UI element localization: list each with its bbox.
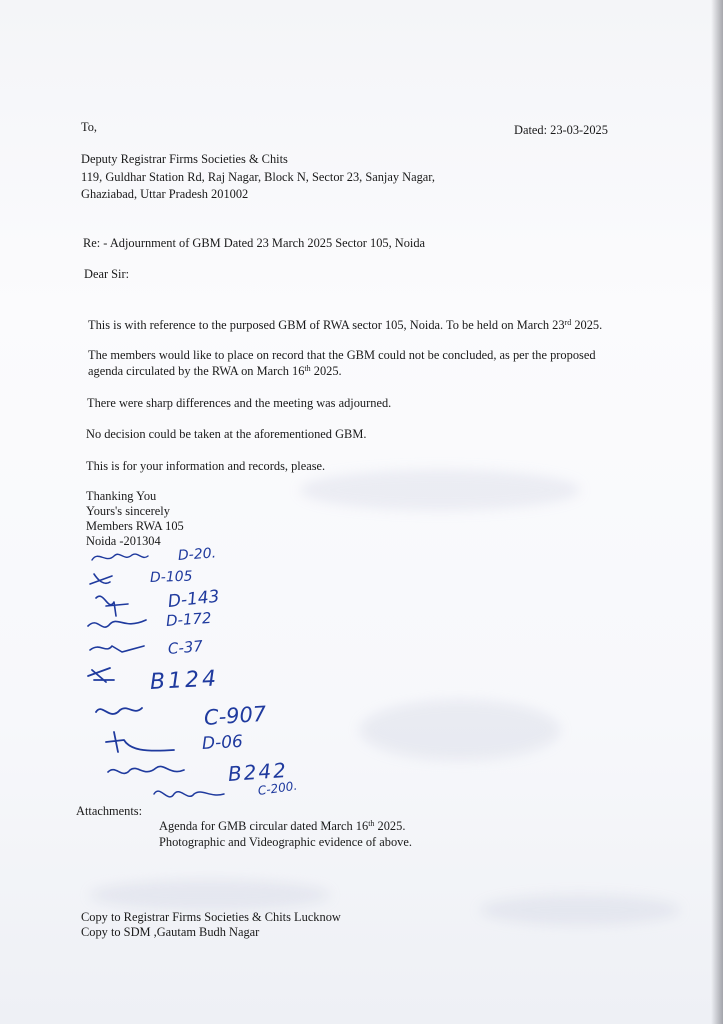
scan-smudge: [300, 470, 580, 510]
body-p1-tail: 2025.: [571, 318, 603, 332]
recipient-line-3: Ghaziabad, Uttar Pradesh 201002: [81, 187, 249, 201]
signature-flat-5: C-37: [167, 636, 204, 658]
attachment-item-1: [159, 819, 405, 834]
closing-line-1: Thanking You: [86, 489, 157, 503]
closing-line-3: Members RWA 105: [86, 519, 184, 533]
attachment-1-text: Agenda for GMB circular dated March 16: [159, 819, 369, 833]
signature-flat-1: D-20.: [177, 545, 217, 564]
body-paragraph-3: There were sharp differences and the meeting was adjourned.: [87, 396, 392, 410]
body-paragraph-2-line-1: The members would like to place on record that the GBM could not be concluded, as per the proposed: [88, 348, 596, 362]
body-p1-sup: rd: [564, 318, 572, 327]
signature-flat-2: D-105: [149, 568, 193, 586]
body-p2-tail: 2025.: [310, 364, 342, 378]
closing-line-2: Yours's sincerely: [86, 504, 170, 518]
attachment-1-tail: 2025.: [374, 819, 406, 833]
body-paragraph-4: No decision could be taken at the aforementioned GBM.: [86, 427, 367, 441]
scan-smudge: [480, 895, 680, 925]
recipient-line-1: Deputy Registrar Firms Societies & Chits: [81, 152, 288, 166]
scan-smudge: [90, 880, 330, 910]
body-paragraph-1: [88, 318, 602, 333]
signature-flat-7: C-907: [203, 701, 268, 730]
attachments-label: Attachments:: [76, 804, 143, 818]
letter-date: Dated: 23-03-2025: [514, 123, 608, 137]
to-label: To,: [81, 120, 97, 134]
attachment-1-sup: th: [368, 819, 375, 828]
signature-flat-6: B124: [149, 666, 220, 695]
signature-flat-3: D-143: [166, 586, 221, 612]
page-edge-shadow: [711, 0, 723, 1024]
attachment-item-2: Photographic and Videographic evidence of above.: [159, 835, 412, 849]
signature-flat-4: D-172: [165, 608, 213, 630]
body-p2-sup: th: [304, 364, 311, 373]
signature-flat-9: B242: [227, 757, 289, 786]
closing-line-4: Noida -201304: [86, 534, 161, 548]
recipient-line-2: 119, Guldhar Station Rd, Raj Nagar, Block N, Sector 23, Sanjay Nagar,: [81, 170, 436, 184]
body-paragraph-5: This is for your information and records, please.: [86, 459, 326, 473]
body-p1-text: This is with reference to the purposed GBM of RWA sector 105, Noida. To be held on March 23: [88, 318, 565, 332]
salutation: Dear Sir:: [84, 267, 130, 281]
copy-to-line-1: Copy to Registrar Firms Societies & Chits Lucknow: [81, 910, 341, 924]
body-p2-text: agenda circulated by the RWA on March 16: [88, 364, 305, 378]
body-paragraph-2-line-2: [88, 364, 342, 379]
signature-flat-8: D-06: [201, 731, 244, 754]
copy-to-line-2: Copy to SDM ,Gautam Budh Nagar: [81, 925, 260, 939]
scan-smudge: [360, 700, 560, 760]
signature-flat-10: C-200.: [257, 778, 299, 798]
subject-line: Re: - Adjournment of GBM Dated 23 March 2025 Sector 105, Noida: [83, 236, 426, 250]
